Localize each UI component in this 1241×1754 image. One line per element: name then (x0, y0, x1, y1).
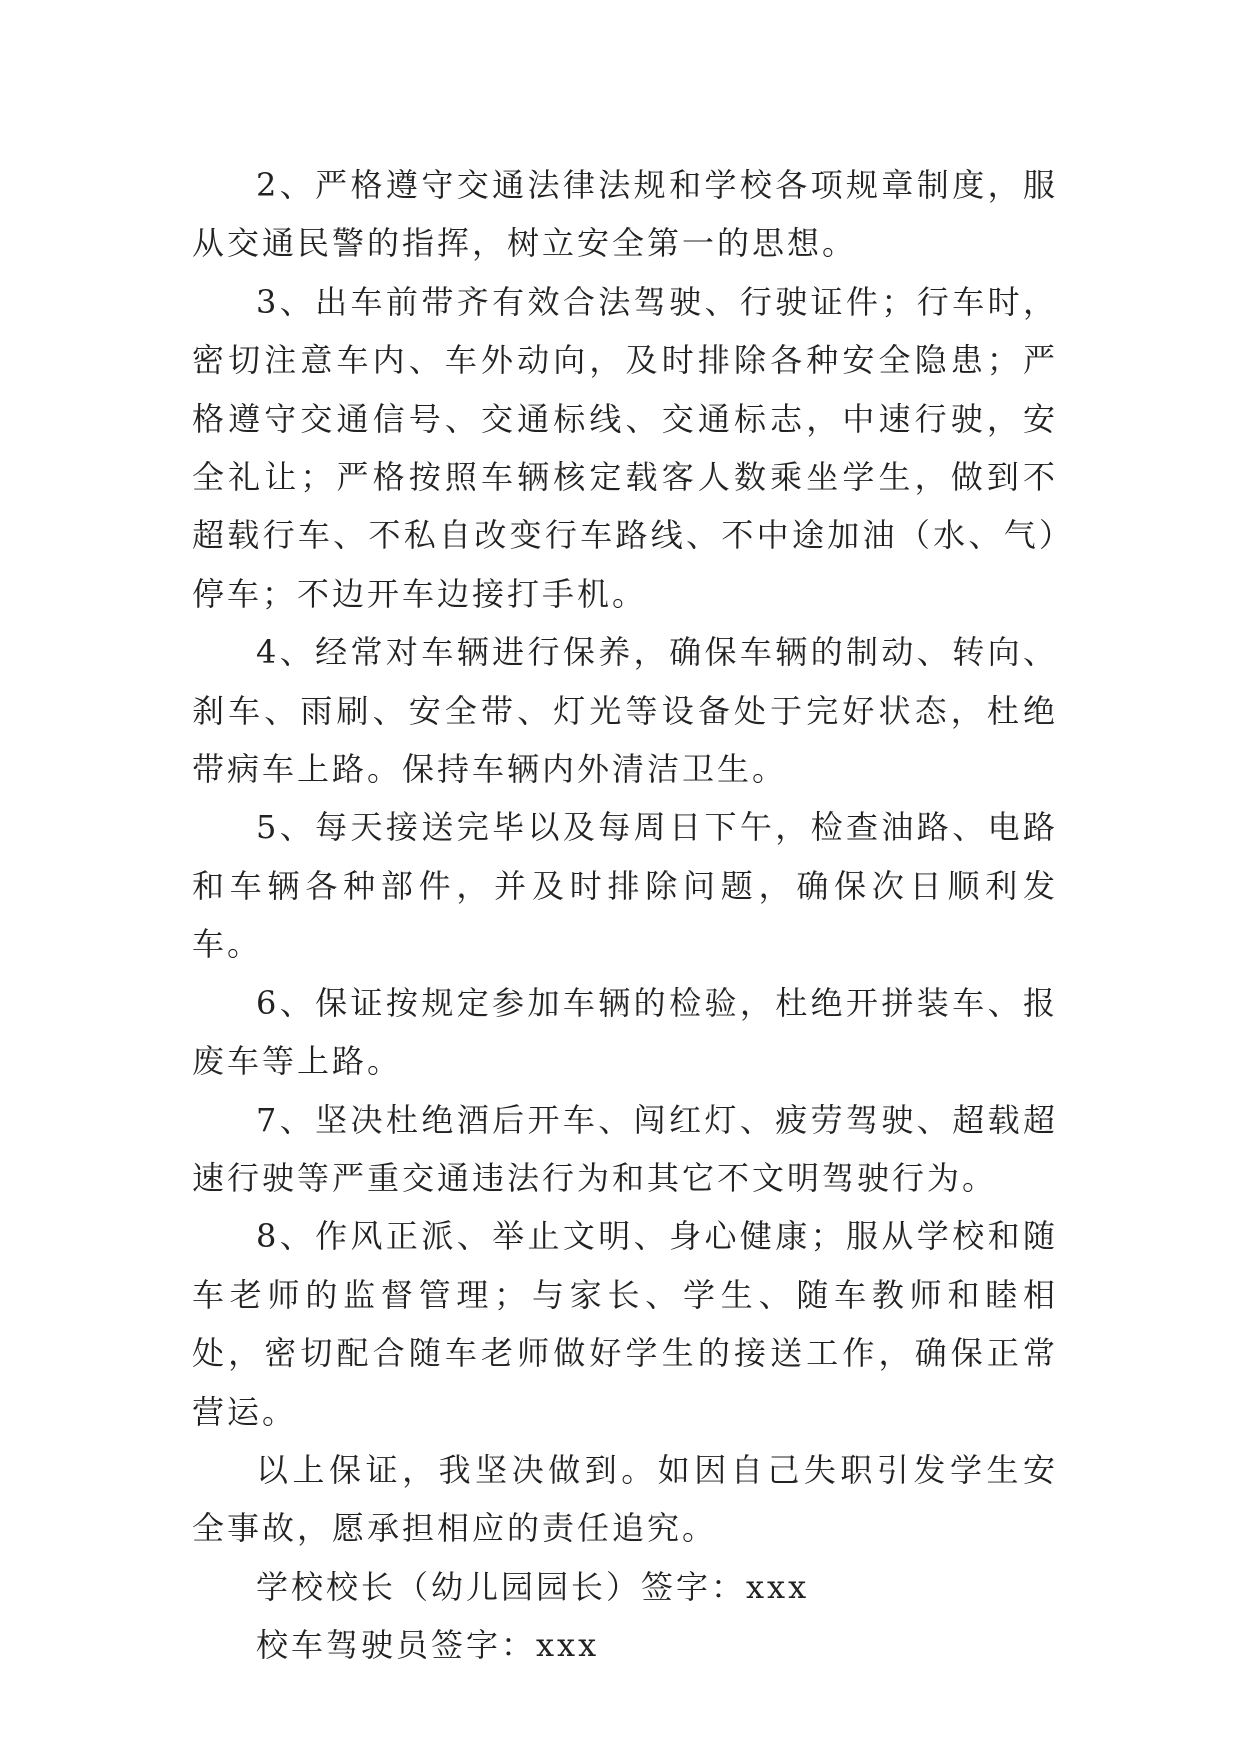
principal-signature-line: 学校校长（幼儿园园长）签字：xxx (256, 1567, 810, 1606)
clause-7-paragraph: 7、坚决杜绝酒后开车、闯红灯、疲劳驾驶、超载超速行驶等严重交通违法行为和其它不文明驾驶行为。 (192, 1100, 1058, 1197)
clause-6-paragraph: 6、保证按规定参加车辆的检验，杜绝开拼装车、报废车等上路。 (192, 983, 1058, 1081)
document-body (192, 156, 1058, 1675)
clause-5-paragraph: 5、每天接送完毕以及每周日下午，检查油路、电路和车辆各种部件，并及时排除问题，确保次日顺利发车。 (192, 808, 1058, 964)
clause-4-paragraph: 4、经常对车辆进行保养，确保车辆的制动、转向、刹车、雨刷、安全带、灯光等设备处于完好状态，杜绝带病车上路。保持车辆内外清洁卫生。 (192, 633, 1058, 789)
clause-3-paragraph: 3、出车前带齐有效合法驾驶、行驶证件；行车时，密切注意车内、车外动向，及时排除各种安全隐患；严格遵守交通信号、交通标线、交通标志，中速行驶，安全礼让；严格按照车辆核定载客人数乘坐学生，做到不超载行车、不私自改变行车路线、不中途加油（水、气）停车；不边开车边接打手机。 (192, 282, 1058, 613)
driver-signature-line: 校车驾驶员签字：xxx (256, 1626, 600, 1665)
clause-8-paragraph: 8、作风正派、举止文明、身心健康；服从学校和随车老师的监督管理；与家长、学生、随车教师和睦相处，密切配合随车老师做好学生的接送工作，确保正常营运。 (192, 1217, 1058, 1431)
clause-2-paragraph: 2、严格遵守交通法律法规和学校各项规章制度，服从交通民警的指挥，树立安全第一的思想。 (192, 166, 1058, 263)
closing-statement: 以上保证，我坚决做到。如因自己失职引发学生安全事故，愿承担相应的责任追究。 (192, 1450, 1058, 1548)
